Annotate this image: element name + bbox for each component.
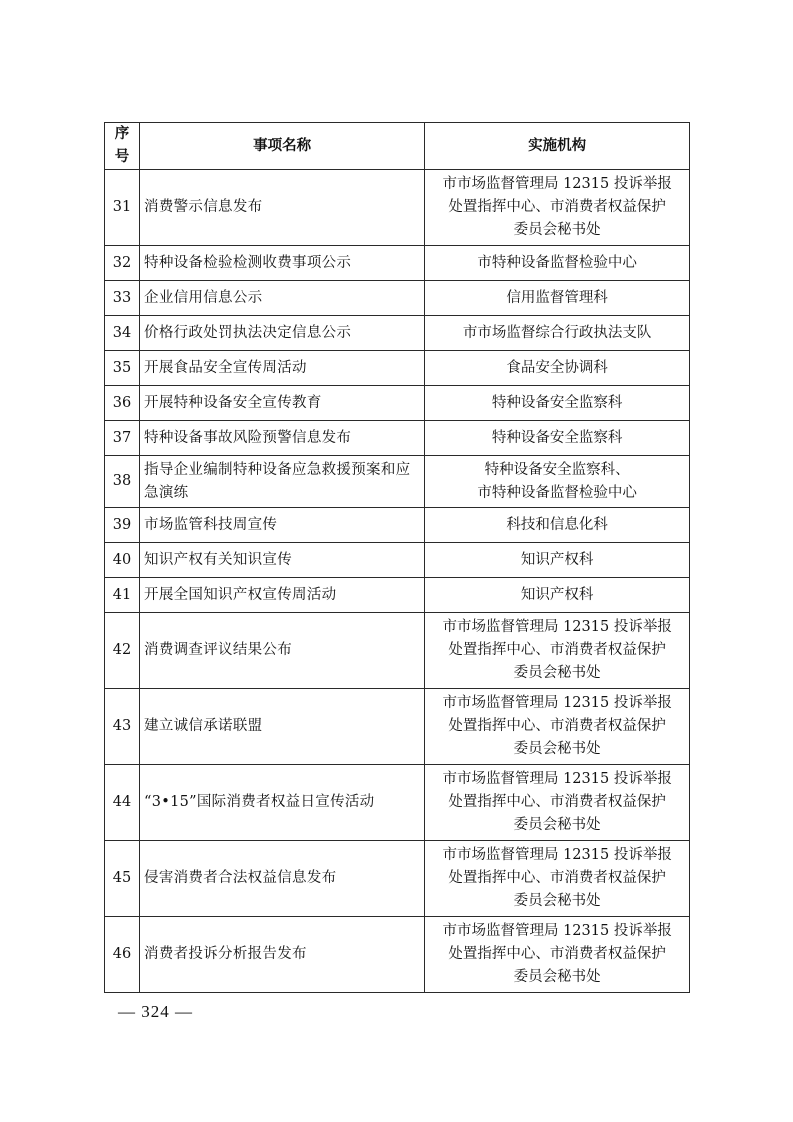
agency-line: 特种设备安全监察科、 bbox=[484, 461, 630, 478]
row-agency bbox=[425, 281, 690, 316]
table-header-row bbox=[105, 123, 690, 170]
table-row bbox=[105, 170, 690, 246]
agency-line: 委员会秘书处 bbox=[513, 969, 601, 985]
row-serial: 41 bbox=[105, 578, 140, 613]
row-serial: 46 bbox=[105, 917, 140, 993]
row-item-name: 特种设备检验检测收费事项公示 bbox=[140, 246, 425, 281]
row-item-name: 开展特种设备安全宣传教育 bbox=[140, 386, 425, 421]
row-item-name: 建立诚信承诺联盟 bbox=[140, 689, 425, 765]
table-row bbox=[105, 543, 690, 578]
row-serial: 40 bbox=[105, 543, 140, 578]
row-agency bbox=[425, 765, 690, 841]
row-serial: 36 bbox=[105, 386, 140, 421]
table-row bbox=[105, 765, 690, 841]
row-serial: 45 bbox=[105, 841, 140, 917]
row-item-name: 价格行政处罚执法决定信息公示 bbox=[140, 316, 425, 351]
table-row bbox=[105, 917, 690, 993]
items-table bbox=[104, 122, 690, 993]
row-serial: 39 bbox=[105, 508, 140, 543]
table-row bbox=[105, 689, 690, 765]
row-agency bbox=[425, 456, 690, 508]
row-serial: 37 bbox=[105, 421, 140, 456]
row-agency bbox=[425, 508, 690, 543]
agency-line: 市市场监督管理局 12315 投诉举报 bbox=[442, 695, 672, 711]
row-item-name: 消费警示信息发布 bbox=[140, 170, 425, 246]
row-item-name: 企业信用信息公示 bbox=[140, 281, 425, 316]
row-agency bbox=[425, 917, 690, 993]
row-item-name: 特种设备事故风险预警信息发布 bbox=[140, 421, 425, 456]
header-serial: 序号 bbox=[105, 123, 140, 170]
header-agency: 实施机构 bbox=[425, 123, 690, 170]
table-row bbox=[105, 316, 690, 351]
row-item-name: 开展食品安全宣传周活动 bbox=[140, 351, 425, 386]
row-serial: 44 bbox=[105, 765, 140, 841]
row-serial: 38 bbox=[105, 456, 140, 508]
agency-line: 市市场监督管理局 12315 投诉举报 bbox=[442, 923, 672, 939]
agency-line: 市特种设备监督检验中心 bbox=[477, 484, 637, 501]
agency-line: 信用监督管理科 bbox=[506, 289, 608, 306]
table-body bbox=[105, 170, 690, 993]
row-agency bbox=[425, 421, 690, 456]
agency-line: 处置指挥中心、市消费者权益保护 bbox=[448, 199, 666, 215]
agency-line: 市市场监督管理局 12315 投诉举报 bbox=[442, 619, 672, 635]
agency-line: 市市场监督管理局 12315 投诉举报 bbox=[442, 771, 672, 787]
header-item-name: 事项名称 bbox=[140, 123, 425, 170]
table-row bbox=[105, 281, 690, 316]
agency-line: 市市场监督管理局 12315 投诉举报 bbox=[442, 847, 672, 863]
agency-line: 处置指挥中心、市消费者权益保护 bbox=[448, 718, 666, 734]
agency-line: 市市场监督综合行政执法支队 bbox=[462, 324, 652, 341]
table-row bbox=[105, 613, 690, 689]
row-agency bbox=[425, 170, 690, 246]
row-item-name: 指导企业编制特种设备应急救援预案和应急演练 bbox=[140, 456, 425, 508]
row-item-name: 开展全国知识产权宣传周活动 bbox=[140, 578, 425, 613]
agency-line: 处置指挥中心、市消费者权益保护 bbox=[448, 642, 666, 658]
agency-line: 特种设备安全监察科 bbox=[491, 394, 623, 411]
row-agency bbox=[425, 841, 690, 917]
row-agency bbox=[425, 613, 690, 689]
row-agency bbox=[425, 689, 690, 765]
agency-line: 特种设备安全监察科 bbox=[491, 429, 623, 446]
agency-line: 市特种设备监督检验中心 bbox=[477, 254, 637, 271]
row-agency bbox=[425, 543, 690, 578]
agency-line: 委员会秘书处 bbox=[513, 741, 601, 757]
row-serial: 35 bbox=[105, 351, 140, 386]
table-row bbox=[105, 421, 690, 456]
row-item-name: 市场监管科技周宣传 bbox=[140, 508, 425, 543]
row-serial: 43 bbox=[105, 689, 140, 765]
agency-line: 市市场监督管理局 12315 投诉举报 bbox=[442, 176, 672, 192]
table-row bbox=[105, 841, 690, 917]
row-serial: 33 bbox=[105, 281, 140, 316]
agency-line: 处置指挥中心、市消费者权益保护 bbox=[448, 870, 666, 886]
row-item-name: “3•15”国际消费者权益日宣传活动 bbox=[140, 765, 425, 841]
row-agency bbox=[425, 316, 690, 351]
agency-line: 委员会秘书处 bbox=[513, 817, 601, 833]
agency-line: 食品安全协调科 bbox=[506, 359, 608, 376]
row-item-name: 消费调查评议结果公布 bbox=[140, 613, 425, 689]
agency-line: 知识产权科 bbox=[520, 551, 594, 568]
row-agency bbox=[425, 386, 690, 421]
agency-line: 委员会秘书处 bbox=[513, 222, 601, 238]
row-agency bbox=[425, 351, 690, 386]
table-row bbox=[105, 456, 690, 508]
table-row bbox=[105, 246, 690, 281]
page-number: — 324 — bbox=[118, 1002, 193, 1021]
row-agency bbox=[425, 578, 690, 613]
row-serial: 34 bbox=[105, 316, 140, 351]
table-row bbox=[105, 351, 690, 386]
row-item-name: 侵害消费者合法权益信息发布 bbox=[140, 841, 425, 917]
row-item-name: 消费者投诉分析报告发布 bbox=[140, 917, 425, 993]
table-row bbox=[105, 578, 690, 613]
table-row bbox=[105, 386, 690, 421]
agency-line: 处置指挥中心、市消费者权益保护 bbox=[448, 794, 666, 810]
agency-line: 处置指挥中心、市消费者权益保护 bbox=[448, 946, 666, 962]
table-row bbox=[105, 508, 690, 543]
agency-line: 科技和信息化科 bbox=[506, 516, 608, 533]
row-serial: 32 bbox=[105, 246, 140, 281]
row-serial: 42 bbox=[105, 613, 140, 689]
agency-line: 委员会秘书处 bbox=[513, 893, 601, 909]
row-item-name: 知识产权有关知识宣传 bbox=[140, 543, 425, 578]
agency-line: 知识产权科 bbox=[520, 586, 594, 603]
row-agency bbox=[425, 246, 690, 281]
row-serial: 31 bbox=[105, 170, 140, 246]
agency-line: 委员会秘书处 bbox=[513, 665, 601, 681]
